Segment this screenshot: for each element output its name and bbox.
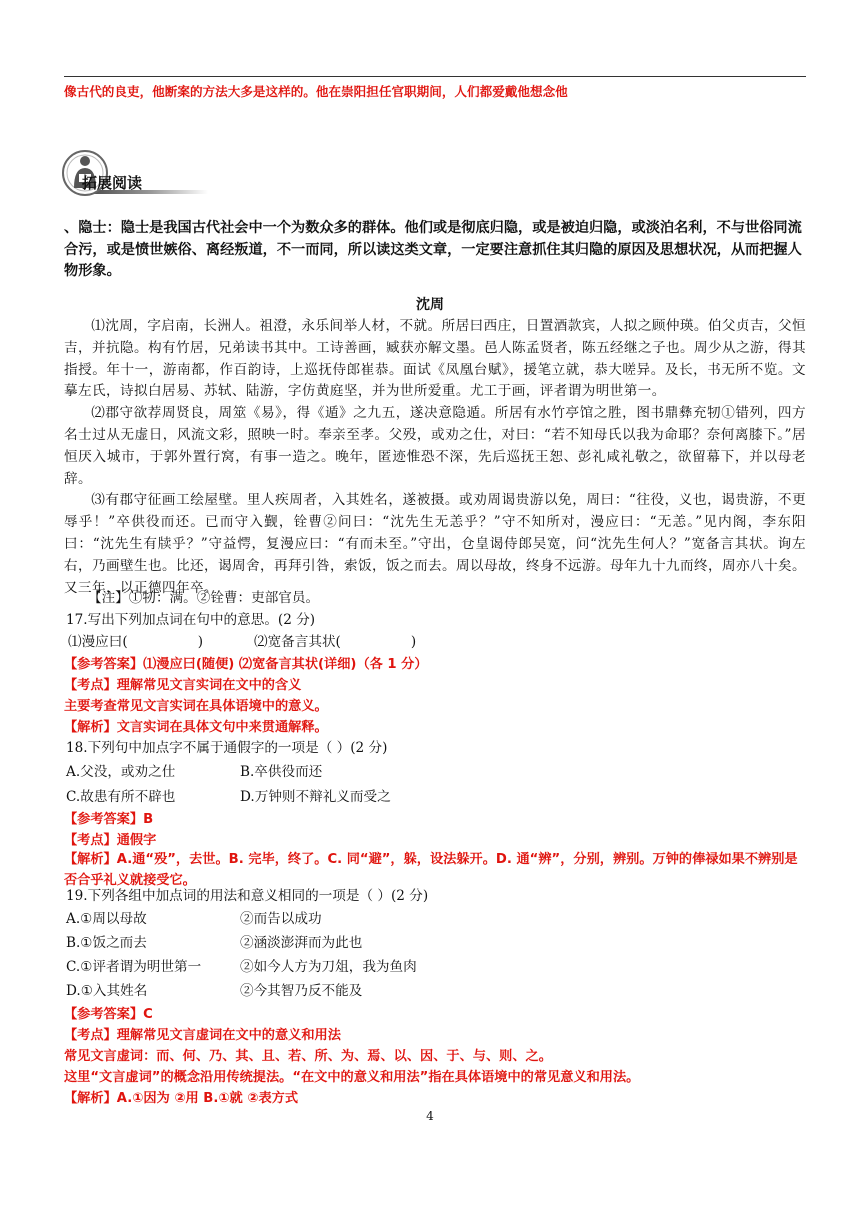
passage-title: 沈周 <box>416 297 444 313</box>
q19-analysis: 【解析】A.①因为 ②用 B.①就 ②表方式 <box>64 1091 299 1106</box>
q19-option-b-2: ②涵淡澎湃而为此也 <box>240 935 363 951</box>
q19-option-c-2: ②如今人方为刀俎，我为鱼肉 <box>240 959 417 975</box>
q18-option-d: D.万钟则不辩礼义而受之 <box>240 789 391 805</box>
previous-answer-line: 像古代的良吏，他断案的方法大多是这样的。他在崇阳担任官职期间，人们都爱戴他想念他 <box>64 84 568 99</box>
passage-note: 【注】①牣：满。②铨曹：吏部官员。 <box>88 590 320 606</box>
q18-point: 【考点】通假字 <box>64 833 157 848</box>
q19-stem: 19.下列各组中加点词的用法和意义相同的一项是（ ）(2 分) <box>66 888 429 904</box>
intro-paragraph: 、隐士：隐士是我国古代社会中一个为数众多的群体。他们或是彻底归隐，或是被迫归隐，或淡泊名利，不与世俗同流合污，或是愤世嫉俗、离经叛道，不一而同，所以读这类文章，一定要注意抓住其归隐的原因及思想状况，从而把握人物形象。 <box>64 220 802 279</box>
q17-point: 【考点】理解常见文言实词在文中的含义 <box>64 678 302 693</box>
q19-point: 【考点】理解常见文言虚词在文中的意义和用法 <box>64 1028 341 1043</box>
q17-item-1: ⑴漫应曰( ) <box>68 634 203 650</box>
q19-option-a-1: A.①周以母故 <box>66 911 147 927</box>
q17-stem: 17.写出下列加点词在句中的意思。(2 分) <box>66 612 316 628</box>
q17-answer: 【参考答案】⑴漫应曰(随便) ⑵宽备言其状(详细)（各 1 分） <box>64 657 428 672</box>
q17-point-detail: 主要考查常见文言实词在具体语境中的意义。 <box>64 699 328 714</box>
q18-answer: 【参考答案】B <box>64 812 154 827</box>
q19-answer: 【参考答案】C <box>64 1007 153 1022</box>
q19-option-d-1: D.①入其姓名 <box>66 983 148 999</box>
q18-stem: 18.下列句中加点字不属于通假字的一项是（ ）(2 分) <box>66 740 388 756</box>
q19-option-c-1: C.①评者谓为明世第一 <box>66 959 202 975</box>
passage-paragraph-3: ⑶有郡守征画工绘屋壁。里人疾周者，入其姓名，遂被摄。或劝周谒贵游以免，周曰：“往役，义也，谒贵游，不更辱乎！”卒供役而还。已而守入觐，铨曹②问曰：“沈先生无恙乎？”守不知所对，漫应曰：“无恙。”见内阁，李东阳曰：“沈先生有牍乎？”守益愕，复漫应曰：“有而未至。”守出，仓皇谒侍郎吴宽，问“沈先生何人？”宽备言其状。询左右，乃画壁生也。比还，谒周舍，再拜引咎，索饭，饭之而去。周以母故，终身不远游。母年九十九而终，周亦八十矣。又三年，以正德四年卒。 <box>64 492 806 596</box>
q19-point-note: 这里“文言虚词”的概念沿用传统提法。“在文中的意义和用法”指在具体语境中的常见意义和用法。 <box>64 1070 640 1085</box>
passage <box>64 316 806 599</box>
q19-option-d-2: ②今其智乃反不能及 <box>240 983 363 999</box>
q19-option-b-1: B.①饭之而去 <box>66 935 147 951</box>
header-rule <box>64 76 806 77</box>
q18-option-a: A.父没，或劝之仕 <box>66 764 176 780</box>
passage-paragraph-1: ⑴沈周，字启南，长洲人。祖澄，永乐间举人材，不就。所居曰西庄，日置酒款宾，人拟之顾仲瑛。伯父贞吉，父恒吉，并抗隐。构有竹居，兄弟读书其中。工诗善画，臧获亦解文墨。邑人陈孟贤者，陈五经继之子也。周少从之游，得其指授。年十一，游南都，作百韵诗，上巡抚侍郎崔恭。面试《凤凰台赋》，援笔立就，恭大嗟异。及长，书无所不览。文摹左氏，诗拟白居易、苏轼、陆游，字仿黄庭坚，并为世所爱重。尤工于画，评者谓为明世第一。 <box>64 318 806 400</box>
page-number: 4 <box>426 1109 434 1123</box>
q18-option-b: B.卒供役而还 <box>240 764 323 780</box>
q17-item-2: ⑵宽备言其状( ) <box>254 634 417 650</box>
q18-analysis: 【解析】A.通“殁”，去世。B. 完毕，终了。C. 同“避”，躲，设法躲开。D. 通“辨”，分别，辨别。万钟的俸禄如果不辨别是否合乎礼义就接受它。 <box>64 852 798 888</box>
q19-option-a-2: ②而告以成功 <box>240 911 322 927</box>
q17-analysis: 【解析】文言实词在具体文句中来贯通解释。 <box>64 720 328 735</box>
section-title: 拓展阅读 <box>82 174 143 192</box>
q18-option-c: C.故患有所不辟也 <box>66 789 176 805</box>
q19-point-detail: 常见文言虚词：而、何、乃、其、且、若、所、为、焉、以、因、于、与、则、之。 <box>64 1049 552 1064</box>
passage-paragraph-2: ⑵郡守欲荐周贤良，周筮《易》，得《遁》之九五，遂决意隐遁。所居有水竹亭馆之胜，图书鼎彝充牣①错列，四方名士过从无虚日，风流文彩，照映一时。奉亲至孝。父殁，或劝之仕，对曰：“若不知母氏以我为命耶？奈何离膝下。”居恒厌入城市，于郭外置行窝，有事一造之。晚年，匿迹惟恐不深，先后巡抚王恕、彭礼咸礼敬之，欲留幕下，并以母老辞。 <box>64 405 806 487</box>
